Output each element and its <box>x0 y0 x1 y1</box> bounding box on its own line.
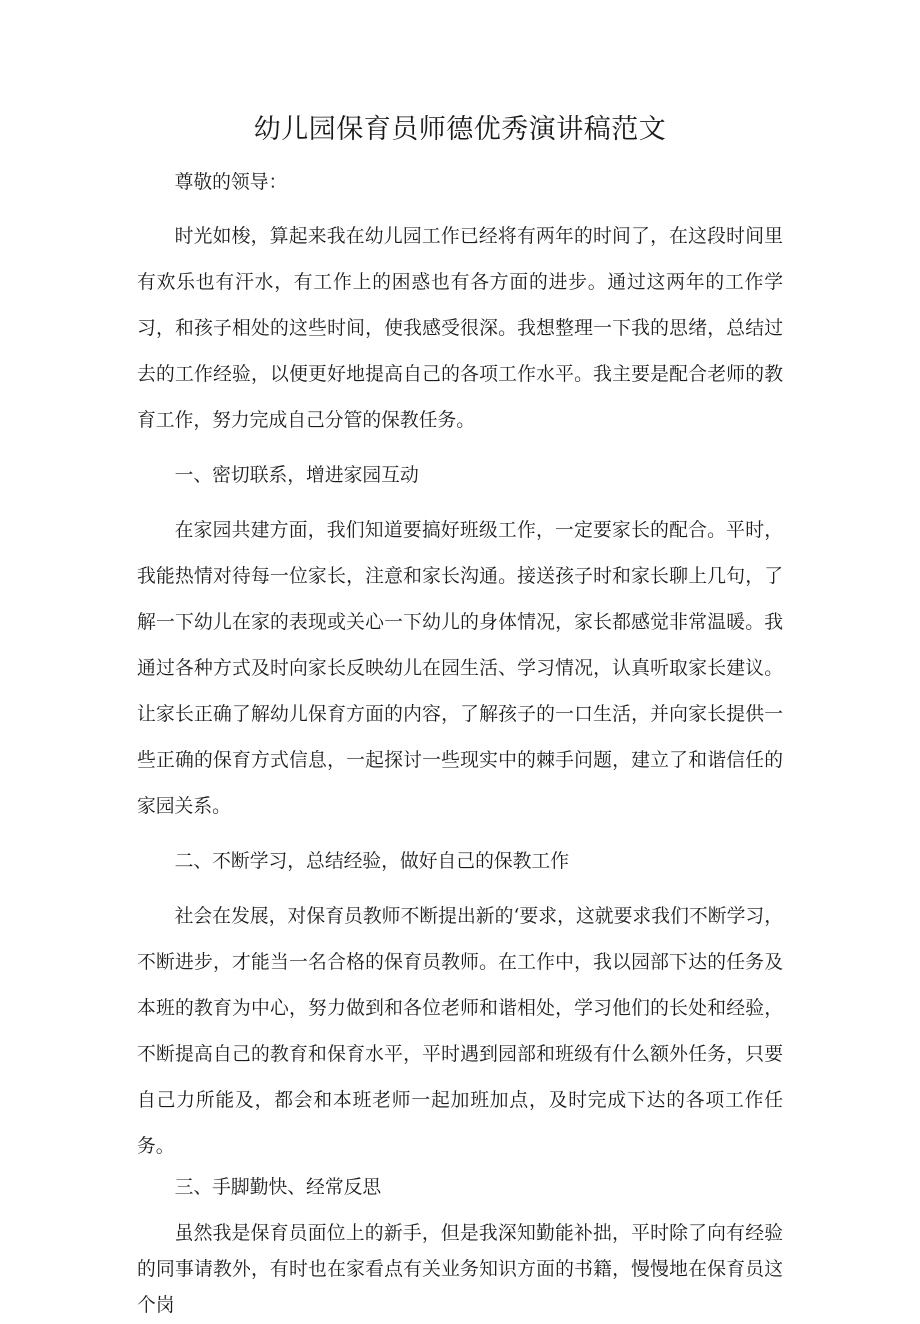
document-body <box>137 160 783 1324</box>
section-1-paragraph: 在家园共建方面，我们知道要搞好班级工作，一定要家长的配合。平时，我能热情对待每一位家长，注意和家长沟通。接送孩子时和家长聊上几句，了解一下幼儿在家的表现或关心一下幼儿的身体情况，家长都感觉非常温暖。我通过各种方式及时向家长反映幼儿在园生活、学习情况，认真听取家长建议。让家长正确了解幼儿保育方面的内容，了解孩子的一口生活，并向家长提供一些正确的保育方式信息，一起探讨一些现实中的棘手问题，建立了和谐信任的家园关系。 <box>137 520 783 817</box>
section-3-paragraph: 虽然我是保育员面位上的新手，但是我深知勤能补拙，平时除了向有经验的同事请教外，有时也在家看点有关业务知识方面的书籍，慢慢地在保育员这个岗 <box>137 1223 783 1316</box>
section-1-heading: 一、密切联系，增进家园互动 <box>174 465 419 486</box>
intro-paragraph: 时光如梭，算起来我在幼儿园工作已经将有两年的时间了，在这段时间里有欢乐也有汗水，有工作上的困惑也有各方面的进步。通过这两年的工作学习，和孩子相处的这些时间，使我感受很深。我想整理一下我的思绪，总结过去的工作经验，以便更好地提高自己的各项工作水平。我主要是配合老师的教育工作，努力完成自己分管的保教任务。 <box>137 226 783 431</box>
salutation: 尊敬的领导： <box>174 172 288 193</box>
section-3-heading: 三、手脚勤快、经常反思 <box>174 1177 382 1198</box>
section-2-paragraph: 社会在发展，对保育员教师不断提出新的‘要求，这就要求我们不断学习，不断进步，才能当一名合格的保育员教师。在工作中，我以园部下达的任务及本班的教育为中心，努力做到和各位老师和谐相处，学习他们的长处和经验，不断提高自己的教育和保育水平，平时遇到园部和班级有什么额外任务，只要自己力所能及，都会和本班老师一起加班加点，及时完成下达的各项工作任务。 <box>137 906 783 1157</box>
section-2-heading: 二、不断学习，总结经验，做好自己的保教工作 <box>174 851 569 872</box>
document-title: 幼儿园保育员师德优秀演讲稿范文 <box>253 114 667 145</box>
